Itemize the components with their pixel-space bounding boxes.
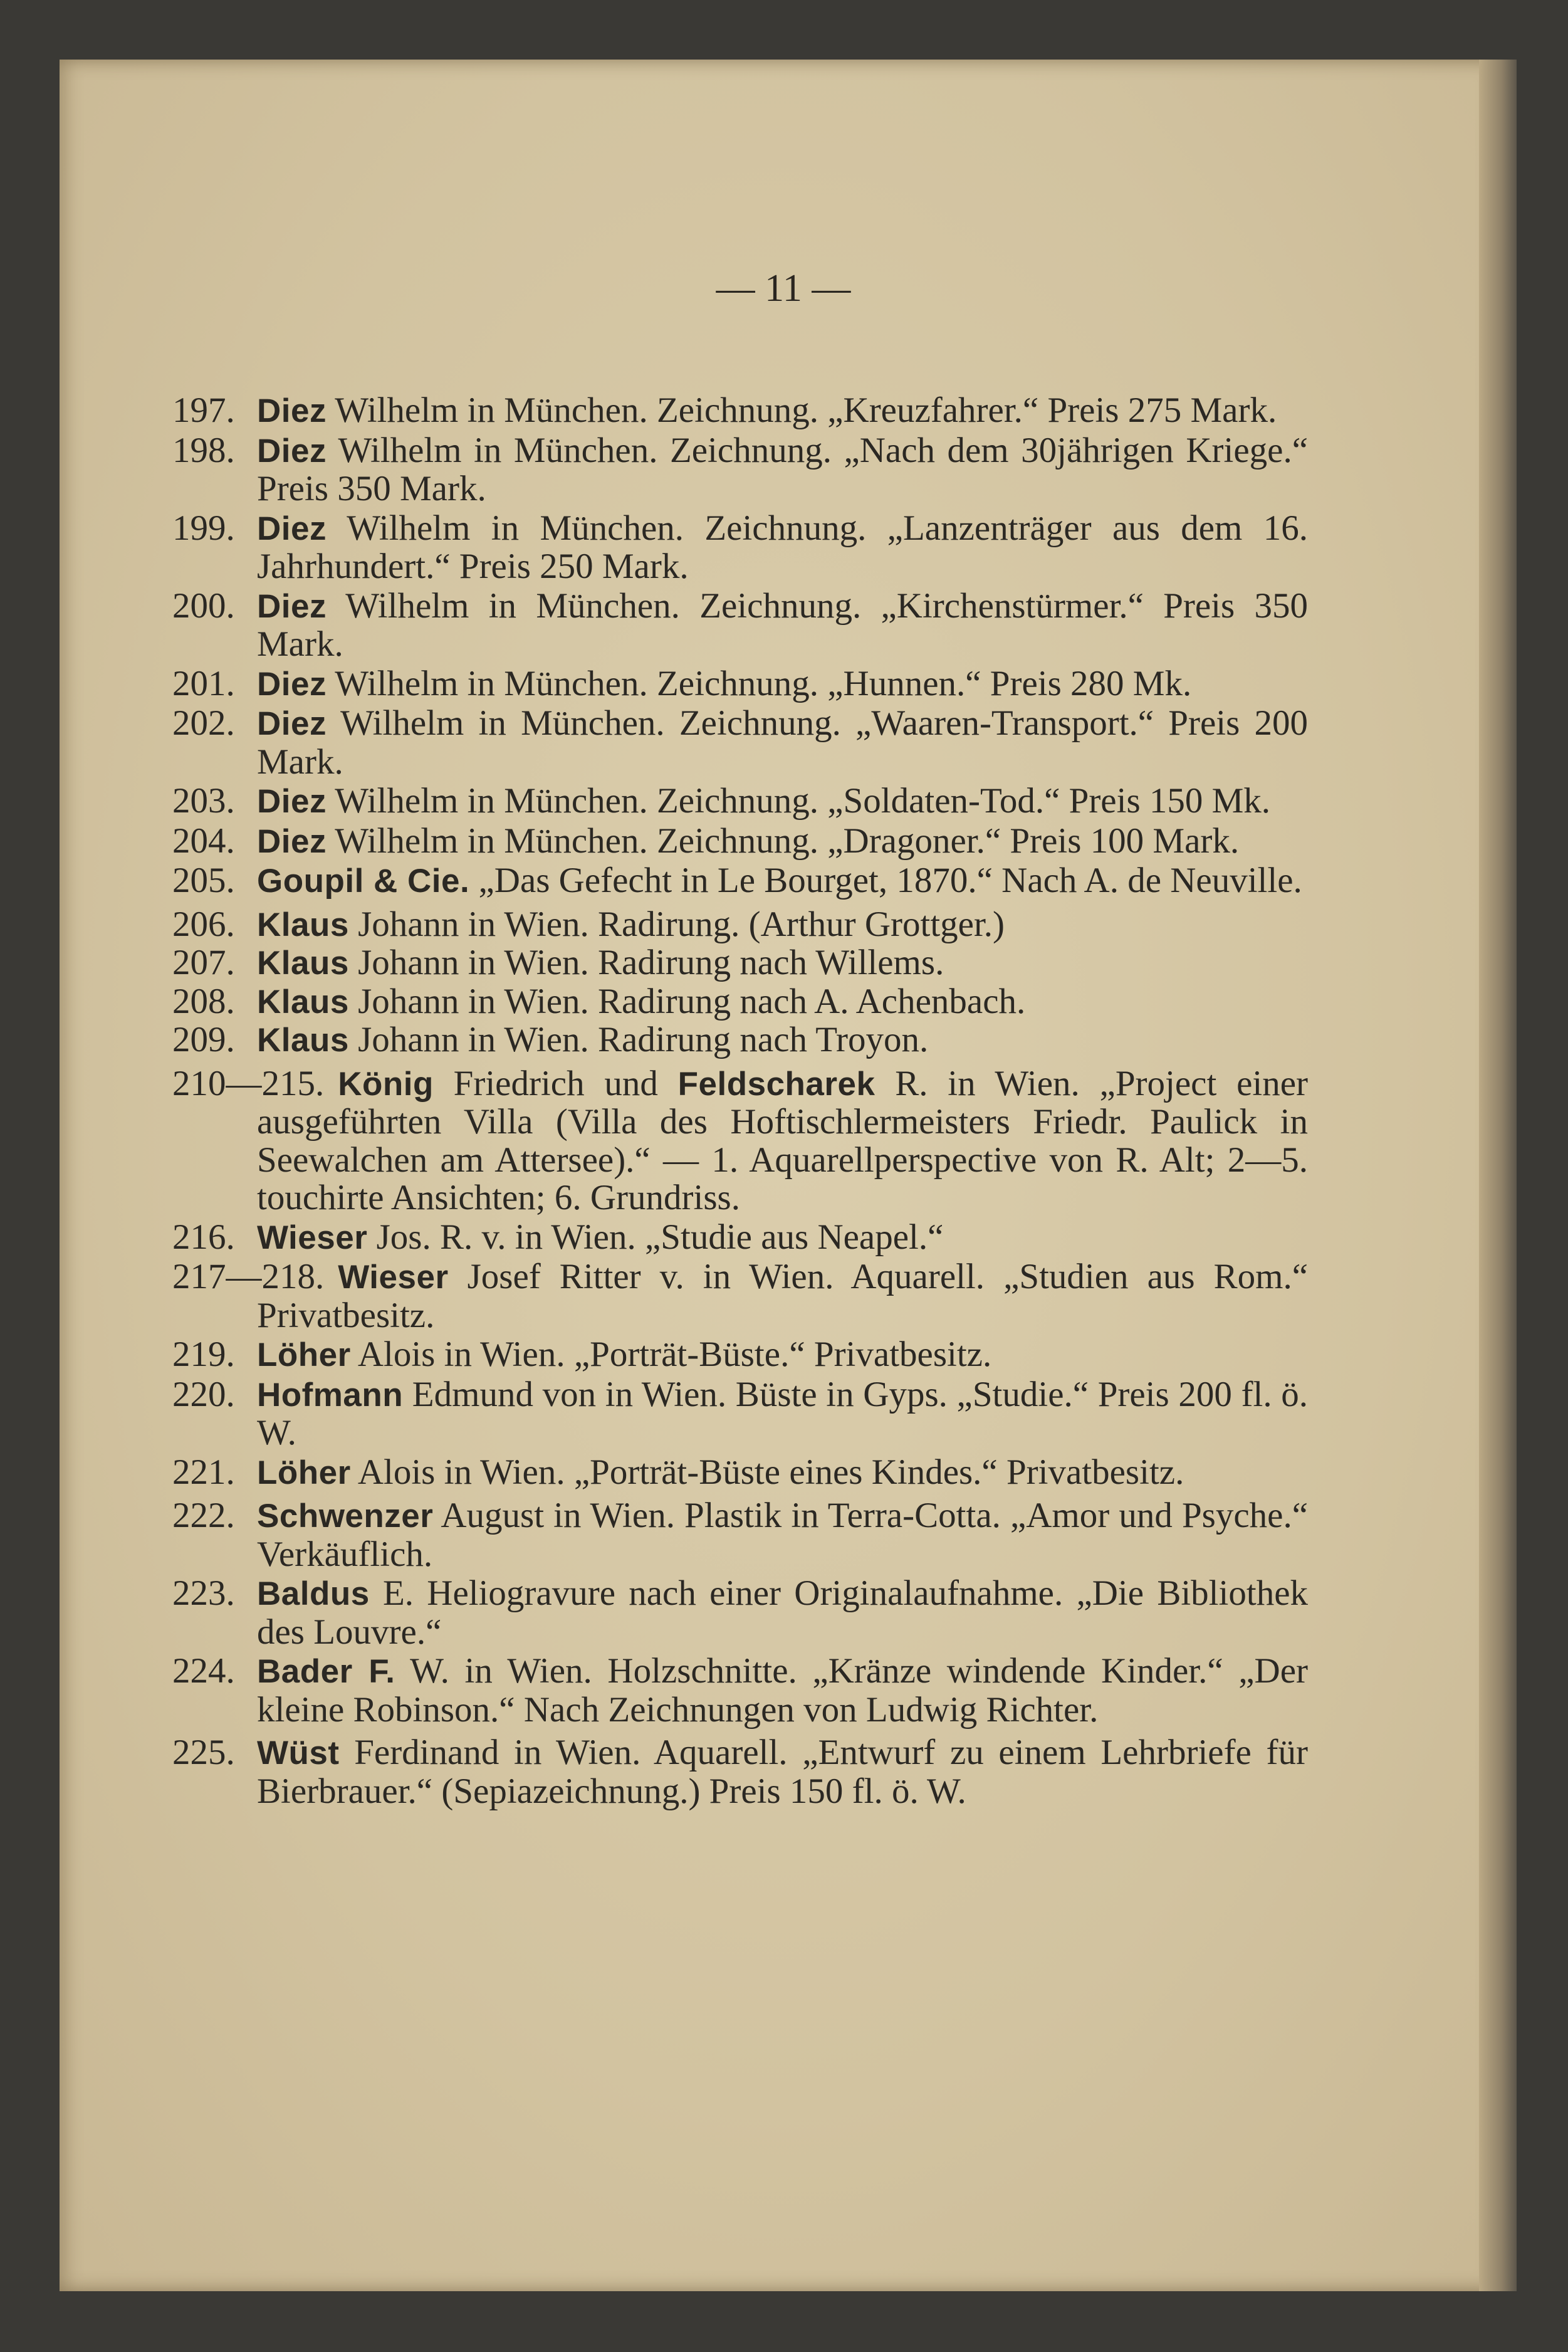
artist-name: Diez [257, 392, 327, 429]
catalog-entry [172, 1336, 1308, 1375]
entry-text: E. Heliogravure nach einer Originalaufnahme. „Die Bibliothek des Louvre.“ [257, 1573, 1308, 1652]
entry-text: Edmund von in Wien. Büste in Gyps. „Studie.“ Preis 200 fl. ö. W. [257, 1374, 1308, 1452]
entry-text: Wilhelm in München. Zeichnung. „Soldaten-Tod.“ Preis 150 Mk. [326, 781, 1271, 821]
artist-name: Wieser [338, 1259, 449, 1296]
catalog-entry [172, 1497, 1308, 1573]
artist-name: Klaus [257, 983, 349, 1021]
catalog-entry [172, 1454, 1308, 1493]
entry-number: 221. [172, 1452, 235, 1492]
entry-number: 204. [172, 821, 235, 861]
artist-name: Löher [257, 1454, 351, 1491]
entry-text: Wilhelm in München. Zeichnung. „Kirchenstürmer.“ Preis 350 Mark. [257, 585, 1308, 664]
entry-number: 207. [172, 943, 235, 982]
artist-name: Löher [257, 1336, 351, 1373]
entry-number: 217—218. [172, 1257, 325, 1296]
entry-text: Johann in Wien. Radirung. (Arthur Grottger.) [348, 904, 1005, 944]
entry-text: Johann in Wien. Radirung nach A. Achenbach. [348, 981, 1026, 1021]
catalog-entry [172, 587, 1308, 664]
catalog-entry [172, 510, 1308, 586]
entry-text: Johann in Wien. Radirung nach Willems. [348, 943, 944, 982]
artist-name: Goupil & Cie. [257, 863, 470, 900]
catalog-entry [172, 906, 1308, 945]
catalog-entry [172, 1652, 1308, 1729]
artist-name: König [338, 1065, 434, 1103]
entry-number: 219. [172, 1335, 235, 1374]
entry-text: Josef Ritter v. in Wien. Aquarell. „Studien aus Rom.“ Privatbesitz. [257, 1257, 1308, 1335]
artist-name: Wüst [257, 1735, 340, 1772]
catalog-entry [172, 432, 1308, 508]
artist-name: Schwenzer [257, 1498, 434, 1535]
catalog-page [60, 60, 1507, 2291]
catalog-entry [172, 1376, 1308, 1452]
entry-text: Wilhelm in München. Zeichnung. „Nach dem 30jährigen Kriege.“ Preis 350 Mark. [257, 430, 1308, 508]
entry-text: Wilhelm in München. Zeichnung. „Hunnen.“ Preis 280 Mk. [326, 663, 1192, 703]
artist-name: Hofmann [257, 1376, 404, 1414]
book-spine-edge [1479, 60, 1517, 2291]
entry-number: 200. [172, 585, 235, 626]
entry-text: Wilhelm in München. Zeichnung. „Lanzenträger aus dem 16. Jahrhundert.“ Preis 250 Mark. [257, 508, 1308, 586]
artist-name: Diez [257, 587, 327, 625]
entry-number: 197. [172, 391, 235, 430]
entry-number: 220. [172, 1374, 235, 1414]
entry-number: 205. [172, 861, 235, 900]
entry-number: 209. [172, 1020, 235, 1059]
catalog-entry [172, 665, 1308, 704]
artist-name: Baldus [257, 1575, 370, 1612]
entry-text-continued: R. in Wien. „Project einer ausgeführten Villa (Villa des Hoftischlermeisters Friedr. Paulick in Seewalchen am Attersee).“ — 1. Aquarellperspective von R. Alt; 2—5. touchirte Ansichten; 6. Grundriss. [257, 1063, 1308, 1217]
artist-name: Klaus [257, 1022, 349, 1059]
entry-number: 222. [172, 1496, 235, 1535]
entry-number: 216. [172, 1217, 235, 1257]
page-number: — 11 — [716, 267, 851, 310]
catalog-entry [172, 983, 1308, 1022]
entry-number: 210—215. [172, 1063, 325, 1103]
catalog-entry [172, 822, 1308, 861]
catalog-entry [172, 862, 1308, 901]
artist-name: Klaus [257, 906, 349, 943]
entry-number: 224. [172, 1651, 235, 1691]
entry-number: 201. [172, 663, 235, 703]
catalog-entry [172, 1021, 1308, 1060]
entry-text: Wilhelm in München. Zeichnung. „Waaren-Transport.“ Preis 200 Mark. [257, 703, 1308, 782]
artist-name: Diez [257, 665, 327, 703]
entry-text: Wilhelm in München. Zeichnung. „Dragoner.“ Preis 100 Mark. [326, 821, 1240, 861]
entry-text: Wilhelm in München. Zeichnung. „Kreuzfahrer.“ Preis 275 Mark. [326, 391, 1277, 430]
artist-name: Diez [257, 783, 327, 820]
catalog-entry [172, 782, 1308, 821]
entry-text: Friedrich und [433, 1063, 678, 1103]
entry-text: August in Wien. Plastik in Terra-Cotta. „Amor und Psyche.“ Verkäuflich. [257, 1496, 1308, 1574]
catalog-entry [172, 1575, 1308, 1651]
entry-number: 203. [172, 781, 235, 821]
catalog-entry [172, 1258, 1308, 1335]
artist-name: Bader F. [257, 1653, 395, 1690]
entry-number: 202. [172, 703, 235, 743]
catalog-entry [172, 705, 1308, 781]
entry-text: W. in Wien. Holzschnitte. „Kränze windende Kinder.“ „Der kleine Robinson.“ Nach Zeichnungen von Ludwig Richter. [257, 1651, 1308, 1730]
catalog-entry [172, 1734, 1308, 1810]
entry-number: 223. [172, 1573, 235, 1613]
entry-number: 199. [172, 508, 235, 548]
entry-number: 208. [172, 981, 235, 1021]
entry-number: 198. [172, 430, 235, 470]
catalog-entry [172, 1065, 1308, 1217]
entry-text: Alois in Wien. „Porträt-Büste.“ Privatbesitz. [350, 1335, 992, 1374]
entry-number: 206. [172, 904, 235, 944]
entry-text: Alois in Wien. „Porträt-Büste eines Kindes.“ Privatbesitz. [350, 1452, 1184, 1492]
entry-text: Ferdinand in Wien. Aquarell. „Entwurf zu einem Lehrbriefe für Bierbrauer.“ (Sepiazeichnung.) Preis 150 fl. ö. W. [257, 1733, 1308, 1811]
artist-name: Diez [257, 822, 327, 860]
entry-text: Johann in Wien. Radirung nach Troyon. [348, 1020, 929, 1059]
artist-name: Wieser [257, 1219, 368, 1256]
catalog-entry [172, 944, 1308, 983]
catalog-entry [172, 392, 1308, 431]
entry-text: Jos. R. v. in Wien. „Studie aus Neapel.“ [367, 1217, 944, 1257]
artist-name: Klaus [257, 945, 349, 982]
entry-number: 225. [172, 1733, 235, 1772]
catalog-entry [172, 1219, 1308, 1257]
entry-list [172, 392, 1308, 1810]
artist-name: Diez [257, 705, 327, 742]
artist-name: Diez [257, 432, 327, 470]
artist-name-second: Feldscharek [677, 1065, 875, 1103]
entry-text: „Das Gefecht in Le Bourget, 1870.“ Nach A. de Neuville. [469, 861, 1302, 900]
artist-name: Diez [257, 510, 327, 547]
